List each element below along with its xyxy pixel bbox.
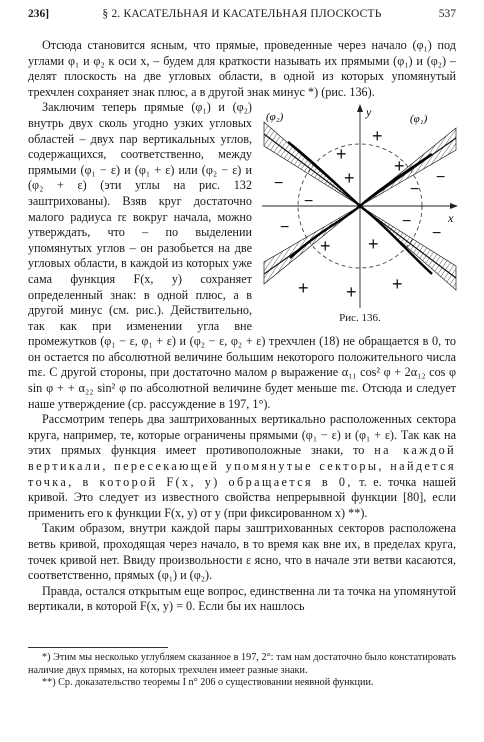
sign-minus: − bbox=[280, 219, 290, 237]
sign-minus: − bbox=[436, 169, 446, 187]
footnote-divider bbox=[28, 647, 168, 648]
paragraph-3 bbox=[28, 412, 456, 521]
paragraph-2: Заключим теперь прямые (φ₁) и (φ₂) внутрь двух сколь угодно узких угловых областей – двух пар вертикальных углов, содержащихся, соответственно, между прямыми (φ₁ − ε) и (φ₁ + ε) или (φ₂ − ε) и (φ₂ + ε) (эти углы на рис. 132 заштрихованы). Взяв круг достаточно малого радиуса rε вокруг начала, можно утверждать, что – по выделении упомянутых углов – он разобьется на две угловых области, в каждой из которых уже сама функция F(x, y) сохраняет определенный знак: в одной плюс, а в другой минус (см. рис.). Действительно, так как при изменении угла вне промежутков (φ₁ − ε, φ₁ + ε) и (φ₂ − ε, φ₂ + ε) трехчлен (18) не обращается в 0, то он остается по абсолютной величине большим некоторого положительного числа mε. С другой стороны, при достаточно малом ρ выражение α₁₁ cos² φ + 2α₁₂ cos φ sin φ + + α₂₂ sin² φ по абсолютной величине будет меньше mε. Отсюда и следует наше утверждение (ср. рассуждение в 197, 1°). bbox=[28, 100, 456, 411]
sign-plus: + bbox=[320, 236, 331, 257]
figure-136 bbox=[260, 102, 460, 328]
x-axis-arrow bbox=[450, 203, 458, 209]
paragraph-3-start: Рассмотрим теперь два заштрихованных вертикально расположенных сектора круга, например, те, которые ограничены прямыми (φ₁ − ε) и (φ₁ + ε). Так как на этих прямых функция имеет противоположные знаки, то bbox=[28, 412, 456, 458]
header-page-number: 537 bbox=[438, 8, 456, 20]
sign-plus: + bbox=[394, 156, 405, 177]
footnote-1: *) Этим мы несколько углубляем сказанное в 197, 2°: там нам достаточно было констатировать наличие двух прямых, на которых трехчлен имеет разные знаки. bbox=[28, 652, 456, 676]
header-page-ref: 236] bbox=[28, 8, 50, 20]
paragraph-4: Таким образом, внутри каждой пары заштрихованных секторов расположена ветвь кривой, проходящая через начало, в то время как вне их, в пределах круга, точек кривой нет. Ввиду произвольности ε ясно, что в начале эти ветви касаются, соответственно, прямых (φ₁) и (φ₂). bbox=[28, 521, 456, 583]
sign-minus: − bbox=[402, 213, 412, 231]
sign-plus: + bbox=[392, 274, 403, 295]
sign-plus: + bbox=[372, 126, 383, 147]
paragraph-5: Правда, остался открытым еще вопрос, единственна ли та точка на упомянутой вертикали, в которой F(x, y) = 0. Если бы их нашлось bbox=[28, 583, 456, 614]
label-phi2: (φ₂) bbox=[266, 111, 284, 124]
paragraph-3-end: т. е. точка нашей кривой. Это следует из известного свойства непрерывной функции [80], если применить его к функции F(x, y) от y (при фиксированном x) **). bbox=[28, 474, 457, 520]
paragraph-1: Отсюда становится ясным, что прямые, проведенные через начало (φ₁) под углами φ₁ и φ₂ к оси x, – будем для краткости называть их прямыми (φ₁) и (φ₂) – делят плоскость на две угловых области, в одной из которых упомянутый трехчлен сохраняет знак плюс, а в другой знак минус *) (рис. 136). bbox=[28, 38, 456, 99]
sign-plus: + bbox=[336, 144, 347, 165]
y-axis-arrow bbox=[357, 104, 363, 112]
sign-minus: − bbox=[304, 193, 314, 211]
label-phi1: (φ₁) bbox=[410, 113, 428, 126]
main-text bbox=[28, 38, 456, 615]
label-x: x bbox=[448, 211, 454, 226]
sign-plus: + bbox=[298, 278, 309, 299]
header-section-title: § 2. КАСАТЕЛЬНАЯ И КАСАТЕЛЬНАЯ ПЛОСКОСТЬ bbox=[102, 8, 382, 20]
sign-plus: + bbox=[346, 282, 357, 303]
sign-plus: + bbox=[344, 168, 355, 189]
label-y: y bbox=[366, 105, 372, 120]
footnotes bbox=[28, 647, 456, 690]
sign-minus: − bbox=[274, 175, 284, 193]
footnote-2: **) Ср. доказательство теоремы I n° 206 о существовании неявной функции. bbox=[42, 677, 374, 689]
figure-caption: Рис. 136. bbox=[339, 312, 381, 325]
sign-minus: − bbox=[410, 181, 420, 199]
figure-diagram bbox=[260, 102, 460, 310]
sign-plus: + bbox=[368, 234, 379, 255]
sign-minus: − bbox=[432, 225, 442, 243]
paragraph-3-emphasis: на каждой вертикали, пересекающей упомянутые секторы, найдется точка, в которой F(x, y) обращается в 0, bbox=[28, 443, 456, 489]
running-header bbox=[28, 6, 456, 22]
